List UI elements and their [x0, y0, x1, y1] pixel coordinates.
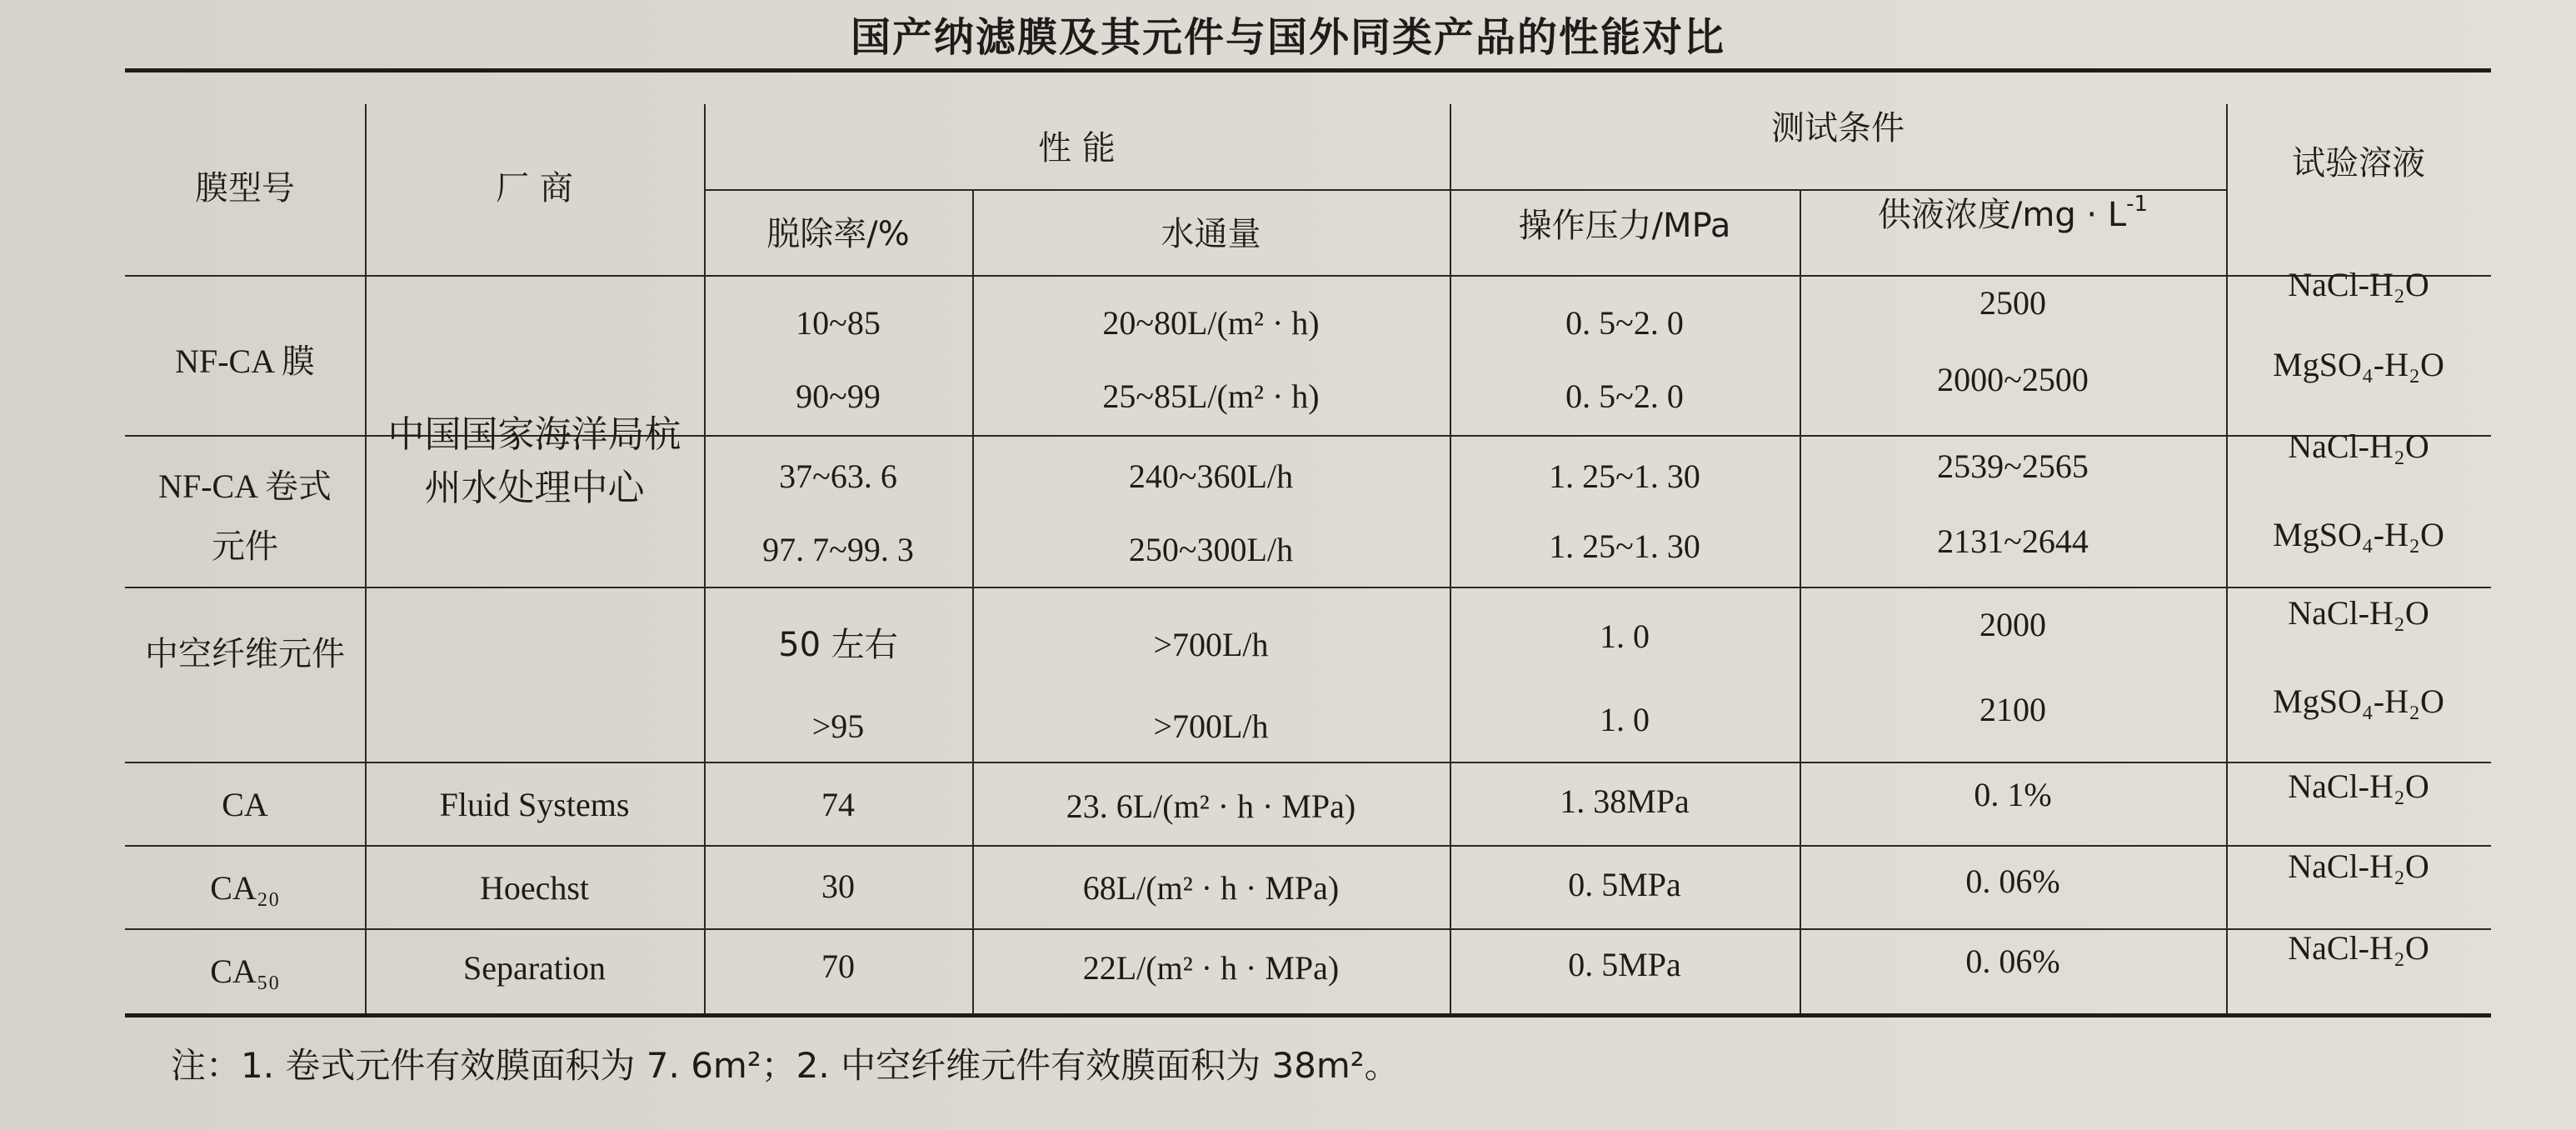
r-ca-pressure: 1. 38MPa [1560, 782, 1690, 820]
g2r2-concentration: 2131~2644 [1937, 522, 2089, 560]
g2r1-solution: NaCl-H₂O [2288, 428, 2429, 465]
row-ca-bottom-line [125, 845, 2491, 847]
r-ca20-membrane: CA₂₀ [210, 869, 280, 907]
r-ca50-solution: NaCl-H₂O [2288, 929, 2429, 967]
r-ca50-flux: 22L/(m² · h · MPa) [1082, 949, 1340, 987]
g2r1-rejection: 37~63. 6 [779, 458, 897, 495]
header-conditions: 测试条件 [1771, 109, 1905, 148]
r-ca20-flux: 68L/(m² · h · MPa) [1082, 869, 1340, 907]
g2r2-pressure: 1. 25~1. 30 [1549, 528, 1700, 565]
group3-bottom-line [125, 762, 2491, 763]
g1r1-solution: NaCl-H₂O [2288, 266, 2429, 303]
r-ca50-rejection: 70 [821, 948, 855, 985]
g3r1-concentration: 2000 [1979, 606, 2046, 643]
manufacturer-shared: 中国国家海洋局杭州水处理中心 [387, 413, 681, 509]
g1r2-flux: 25~85L/(m² · h) [1102, 378, 1320, 415]
header-concentration-exp: -1 [2126, 192, 2149, 217]
g3r1-solution: NaCl-H₂O [2288, 594, 2429, 632]
g1r2-concentration: 2000~2500 [1937, 361, 2089, 398]
header-performance: 性 能 [1038, 129, 1116, 168]
header-membrane: 膜型号 [195, 169, 295, 208]
g1r2-rejection: 90~99 [796, 378, 881, 415]
top-rule [125, 68, 2491, 72]
header-bottom-line [125, 275, 2491, 277]
header-rejection: 脱除率/% [766, 215, 910, 253]
header-mid-line [704, 189, 2226, 191]
header-concentration-base: 供液浓度/mg · L [1877, 196, 2127, 234]
r-ca-solution: NaCl-H₂O [2288, 768, 2429, 805]
r-ca20-concentration: 0. 06% [1965, 862, 2060, 900]
g2r1-pressure: 1. 25~1. 30 [1549, 458, 1700, 495]
group3-membrane: 中空纤维元件 [145, 635, 345, 673]
group2-bottom-line [125, 587, 2491, 588]
g1r1-concentration: 2500 [1979, 284, 2046, 322]
r-ca20-rejection: 30 [821, 868, 855, 905]
group2-membrane: NF-CA 卷式元件 [158, 468, 332, 565]
table-title: 国产纳滤膜及其元件与国外同类产品的性能对比 [850, 14, 1725, 61]
header-solution: 试验溶液 [2292, 144, 2425, 182]
g3r2-pressure: 1. 0 [1600, 701, 1650, 738]
g2r2-rejection: 97. 7~99. 3 [762, 531, 914, 568]
g3r1-flux: >700L/h [1153, 626, 1269, 663]
r-ca50-concentration: 0. 06% [1965, 942, 2060, 980]
row-ca20-bottom-line [125, 928, 2491, 930]
g2r2-solution: MgSO₄-H₂O [2273, 516, 2444, 553]
r-ca20-pressure: 0. 5MPa [1568, 866, 1681, 903]
r-ca50-membrane: CA₅₀ [210, 952, 280, 990]
r-ca20-manufacturer: Hoechst [479, 869, 590, 907]
g1r1-pressure: 0. 5~2. 0 [1565, 304, 1684, 342]
g2r1-concentration: 2539~2565 [1937, 448, 2089, 485]
g3r2-flux: >700L/h [1153, 708, 1269, 745]
g3r2-rejection: >95 [811, 708, 865, 745]
r-ca20-solution: NaCl-H₂O [2288, 848, 2429, 885]
g2r1-flux: 240~360L/h [1128, 458, 1294, 495]
r-ca50-manufacturer: Separation [462, 949, 607, 987]
r-ca-rejection: 74 [821, 786, 855, 823]
r-ca-concentration: 0. 1% [1974, 776, 2052, 813]
r-ca-flux: 23. 6L/(m² · h · MPa) [1066, 788, 1356, 825]
g1r1-flux: 20~80L/(m² · h) [1102, 304, 1320, 342]
r-ca-membrane: CA [222, 786, 268, 823]
g3r1-rejection: 50 左右 [778, 626, 898, 664]
g1r2-pressure: 0. 5~2. 0 [1565, 378, 1684, 415]
table-footnote: 注：1. 卷式元件有效膜面积为 7. 6m²；2. 中空纤维元件有效膜面积为 38m²。 [171, 1045, 1400, 1086]
header-manufacturer: 厂 商 [496, 169, 573, 208]
header-flux: 水通量 [1161, 215, 1261, 253]
header-pressure: 操作压力/MPa [1518, 207, 1731, 245]
g1r1-rejection: 10~85 [796, 304, 881, 342]
r-ca-manufacturer: Fluid Systems [439, 786, 630, 823]
group1-membrane: NF-CA 膜 [175, 342, 315, 380]
g1r2-solution: MgSO₄-H₂O [2273, 346, 2444, 383]
g3r2-concentration: 2100 [1979, 691, 2046, 728]
bottom-rule [125, 1013, 2491, 1018]
g2r2-flux: 250~300L/h [1128, 531, 1294, 568]
r-ca50-pressure: 0. 5MPa [1568, 946, 1681, 983]
header-concentration [1800, 193, 2226, 237]
g3r2-solution: MgSO₄-H₂O [2273, 682, 2444, 720]
g3r1-pressure: 1. 0 [1600, 618, 1650, 655]
